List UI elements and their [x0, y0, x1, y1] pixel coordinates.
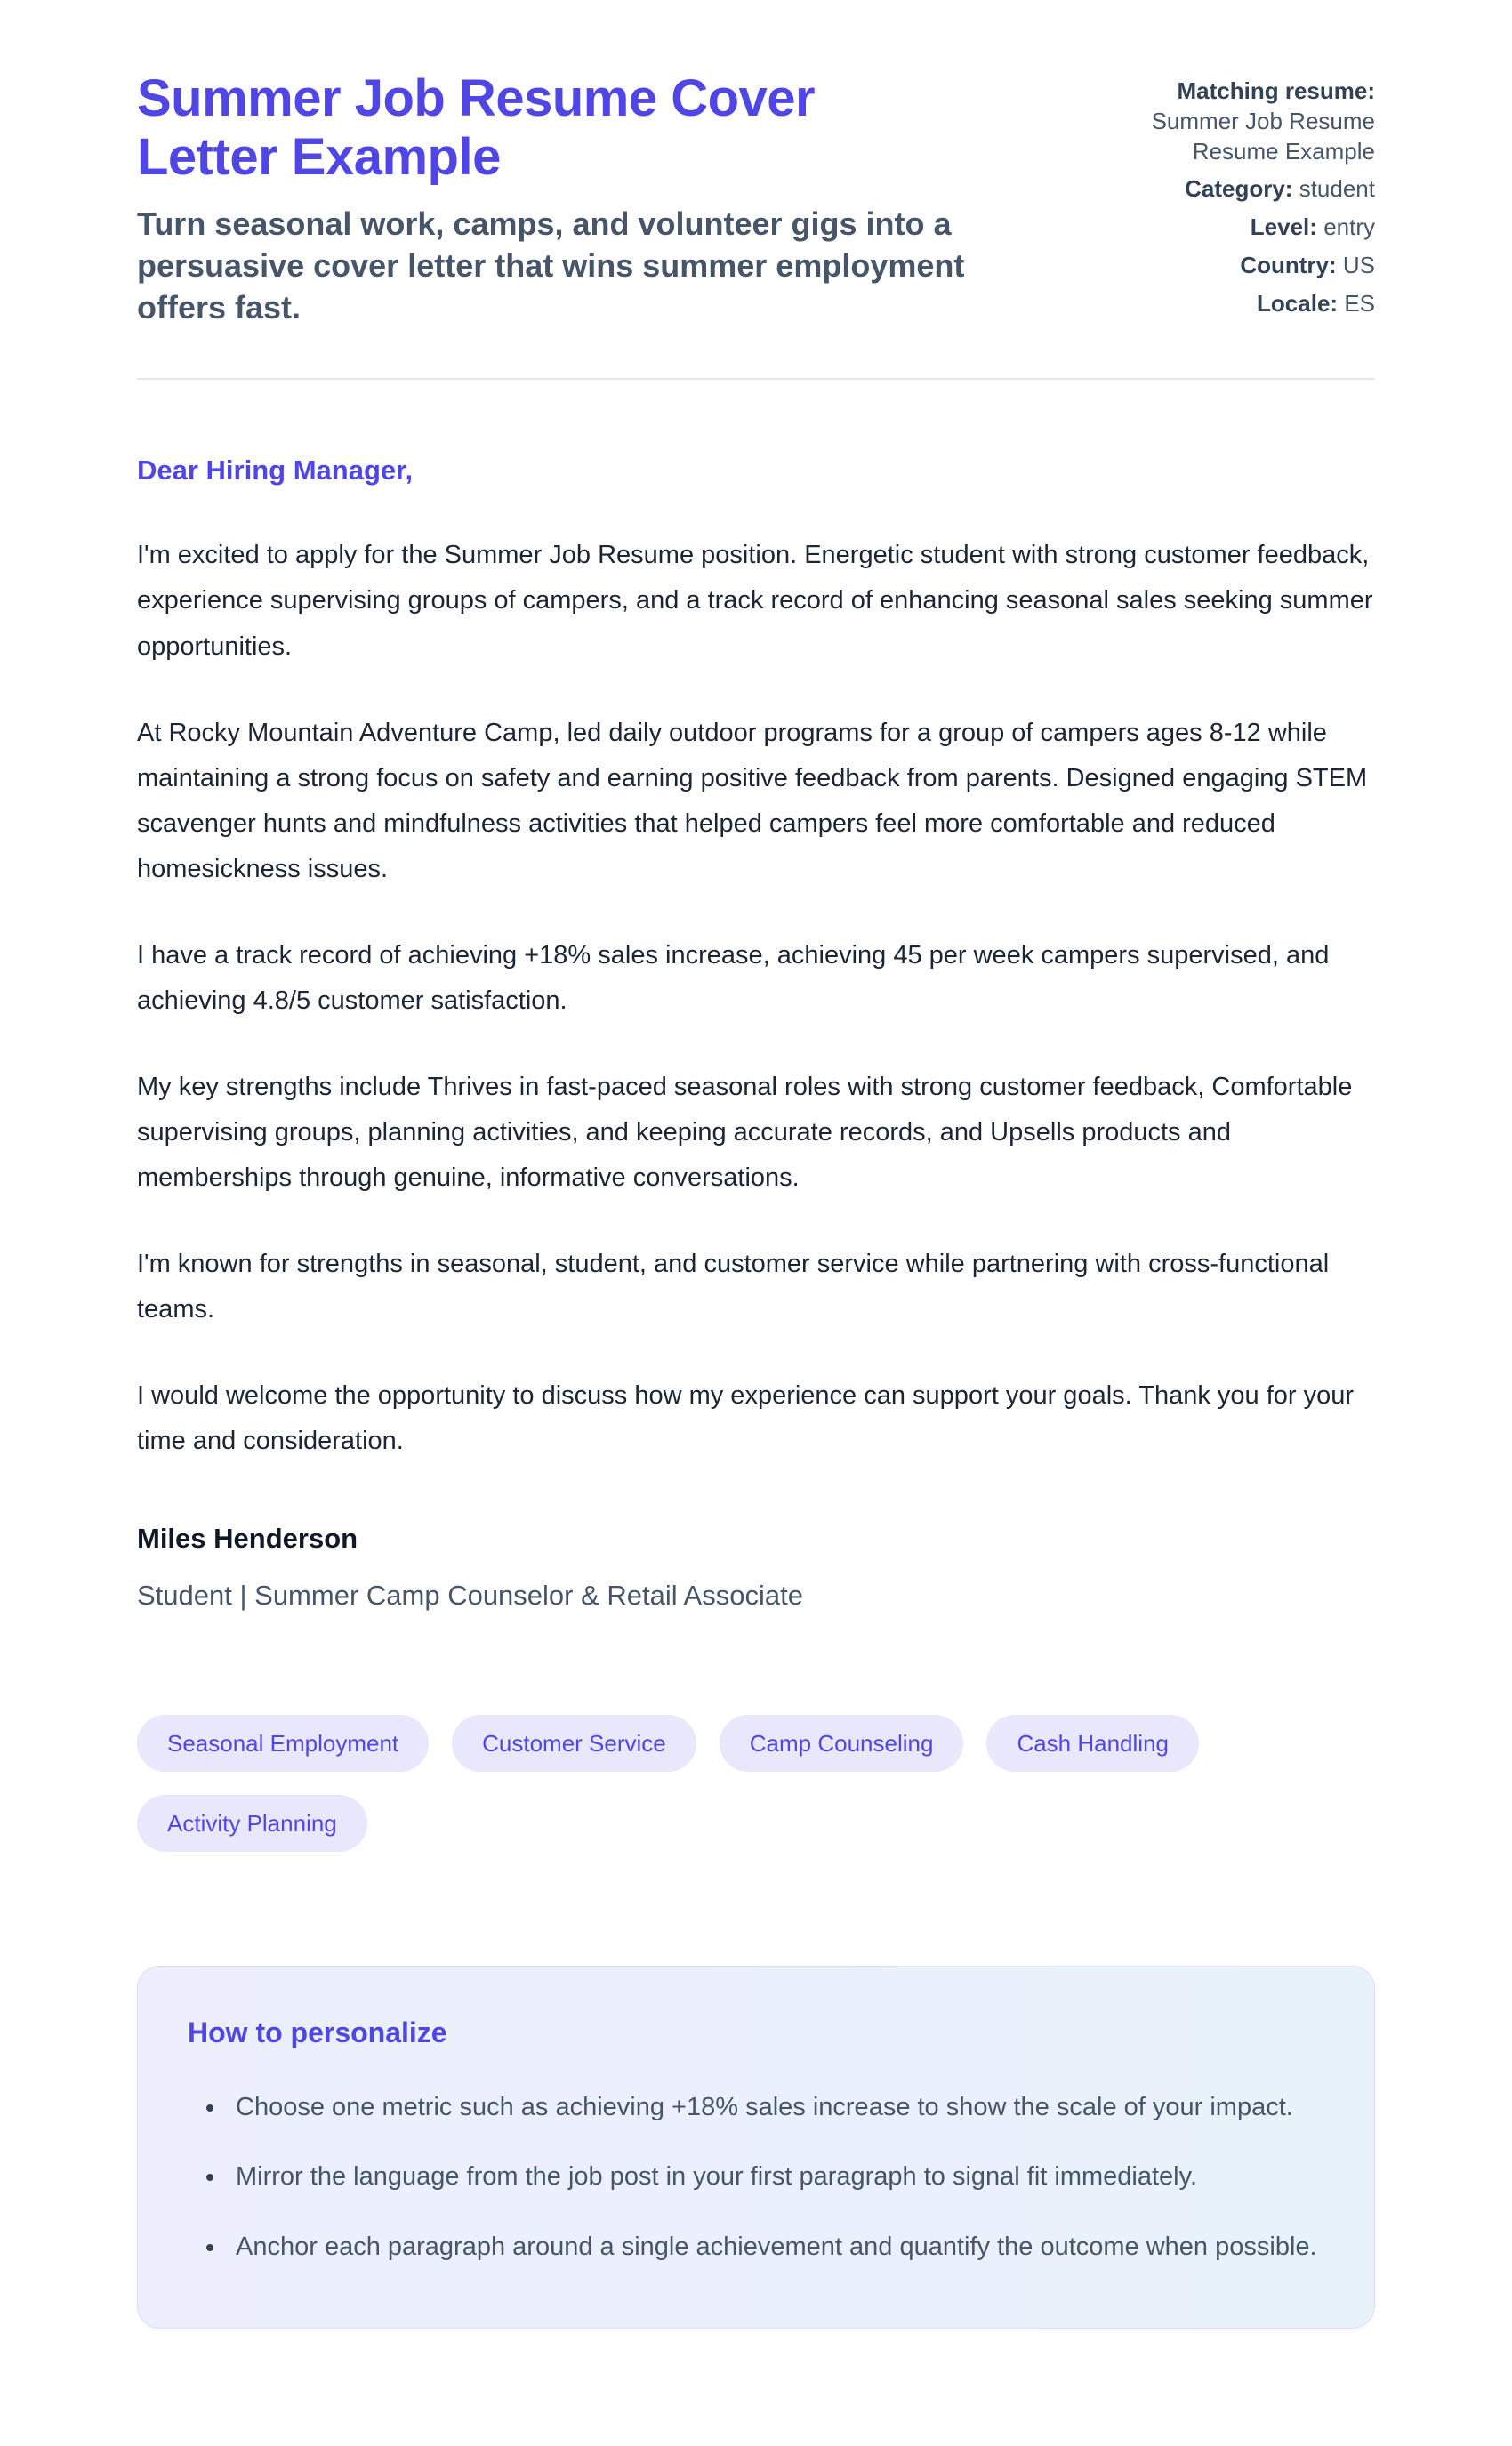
category-value: student [1299, 175, 1375, 203]
letter-paragraph-1: I'm excited to apply for the Summer Job Resume position. Energetic student with strong customer feedback, experience supervising groups of campers, and a track record of enhancing seasonal sales seeking summer opportunities. [137, 541, 1373, 661]
header-divider [137, 378, 1375, 380]
page-subtitle: Turn seasonal work, camps, and volunteer gigs into a persuasive cover letter that wins summer employment offers fast. [137, 205, 965, 326]
letter-paragraph-4: My key strengths include Thrives in fast-paced seasonal roles with strong customer feedback, Comfortable supervising groups, planning activities, and keeping accurate records, and Upsells products and memberships through genuine, informative conversations. [137, 1072, 1353, 1192]
signature-role: Student | Summer Camp Counselor & Retail Associate [137, 1579, 803, 1611]
letter-body [137, 455, 1375, 1464]
tag-customer-service[interactable]: Customer Service [452, 1715, 696, 1772]
level-value: entry [1323, 213, 1375, 241]
meta-matching-resume [1019, 76, 1375, 166]
country-label: Country: [1240, 251, 1337, 278]
country-value: US [1342, 251, 1375, 278]
personalize-title: How to personalize [188, 2016, 447, 2048]
letter-paragraph-6: I would welcome the opportunity to discuss how my experience can support your goals. Thank you for your time and consideration. [137, 1380, 1355, 1455]
letter-paragraph-2: At Rocky Mountain Adventure Camp, led daily outdoor programs for a group of campers ages 8-12 while maintaining a strong focus on safety and earning positive feedback from parents. Designed engaging STEM scavenger hunts and mindfulness activities that helped campers feel more comfortable and reduced homesickness issues. [137, 718, 1368, 883]
meta-country [1019, 251, 1375, 281]
signature-name: Miles Henderson [137, 1522, 358, 1554]
letter-greeting: Dear Hiring Manager, [137, 455, 414, 487]
tag-cash-handling[interactable]: Cash Handling [986, 1715, 1199, 1772]
page-title: Summer Job Resume Cover Letter Example [137, 69, 816, 186]
skill-tags [137, 1715, 1375, 1852]
personalize-bullet-2: • Mirror the language from the job post in your first paragraph to signal fit immediately. [227, 2154, 1321, 2199]
meta-locale [1019, 289, 1375, 319]
locale-value: ES [1344, 289, 1375, 317]
page-header [137, 69, 1375, 328]
letter-paragraph-5: I'm known for strengths in seasonal, student, and customer service while partnering with cross-functional teams. [137, 1249, 1330, 1324]
category-label: Category: [1185, 175, 1293, 203]
tag-seasonal-employment[interactable]: Seasonal Employment [137, 1715, 429, 1772]
personalize-box [137, 1966, 1375, 2329]
resume-meta-panel [1019, 69, 1375, 327]
meta-level [1019, 213, 1375, 243]
personalize-bullet-3: • Anchor each paragraph around a single achievement and quantify the outcome when possible. [227, 2225, 1321, 2269]
locale-label: Locale: [1257, 289, 1339, 317]
letter-paragraph-3: I have a track record of achieving +18% sales increase, achieving 45 per week campers supervised, and achieving 4.8/5 customer satisfaction. [137, 940, 1330, 1015]
personalize-bullet-1: • Choose one metric such as achieving +18% sales increase to show the scale of your impact. [227, 2085, 1321, 2129]
meta-category [1019, 174, 1375, 205]
cover-letter-page [137, 0, 1375, 2413]
personalize-list [188, 2085, 1321, 2269]
header-title-block [137, 69, 1019, 328]
matching-resume-label: Matching resume: [1177, 77, 1375, 104]
tag-activity-planning[interactable]: Activity Planning [137, 1795, 367, 1852]
matching-resume-value: Summer Job Resume Resume Example [1151, 107, 1375, 165]
level-label: Level: [1250, 213, 1317, 241]
signature-block [137, 1523, 1375, 1612]
tag-camp-counseling[interactable]: Camp Counseling [720, 1715, 964, 1772]
